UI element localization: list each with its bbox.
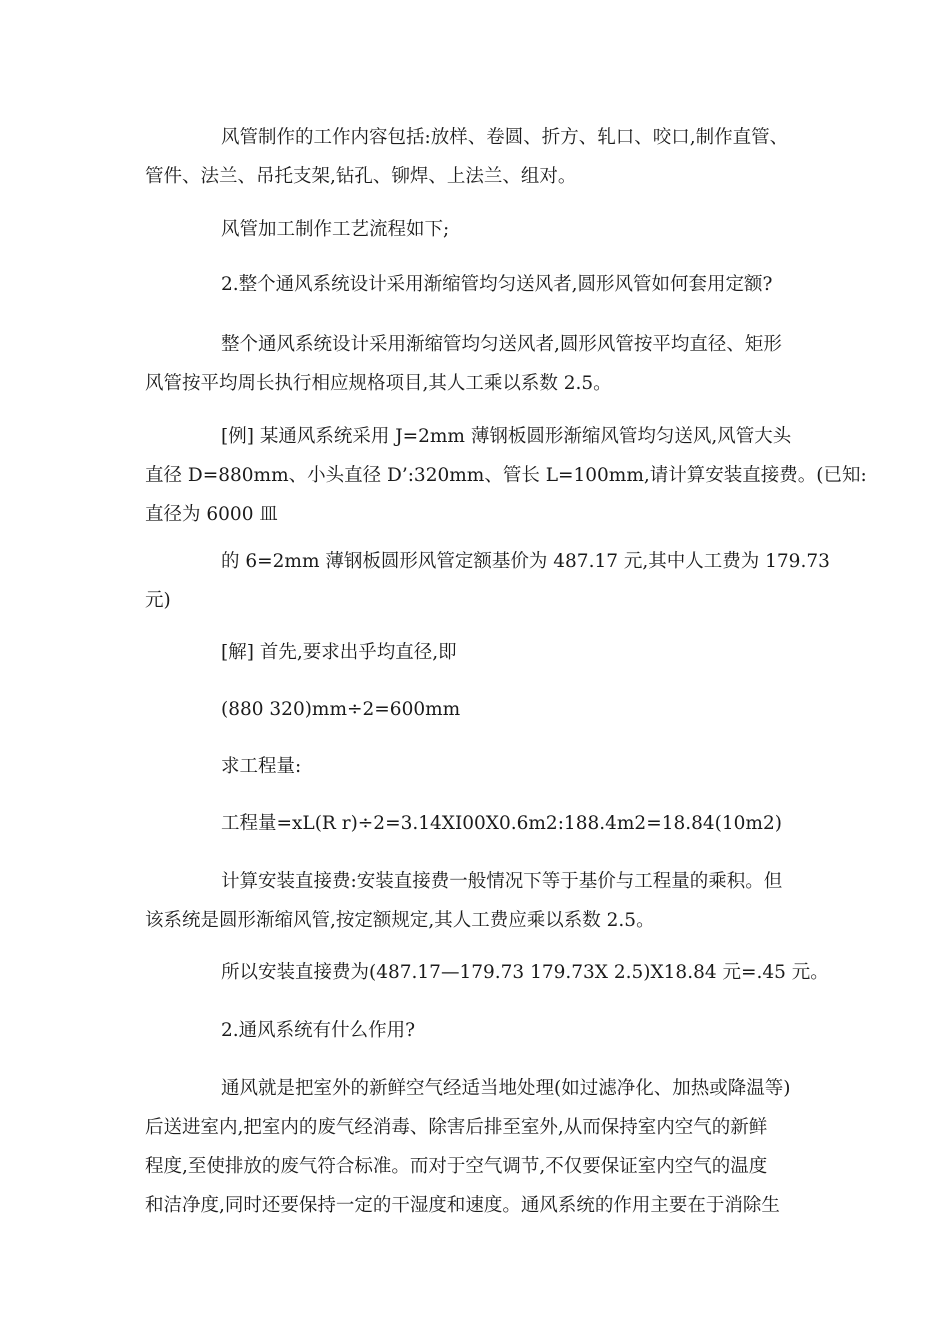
text-line: 2.整个通风系统设计采用渐缩管均匀送风者,圆形风管如何套用定额?	[221, 274, 773, 295]
text-line: 直径为 6000 皿	[145, 504, 278, 525]
text-line: 的 6=2mm 薄钢板圆形风管定额基价为 487.17 元,其中人工费为 179.73	[221, 551, 830, 572]
text-line: 计算安装直接费:安装直接费一般情况下等于基价与工程量的乘积。但	[221, 871, 783, 892]
text-line: 该系统是圆形渐缩风管,按定额规定,其人工费应乘以系数 2.5。	[145, 910, 655, 931]
paragraph-process-flow	[145, 210, 815, 249]
paragraph-ventilation-answer	[145, 1069, 815, 1225]
paragraph-quantity-heading	[145, 747, 815, 786]
text-line: 风管加工制作工艺流程如下;	[221, 219, 450, 240]
paragraph-question-ventilation	[145, 1011, 815, 1050]
text-line: 通风就是把室外的新鲜空气经适当地处理(如过滤净化、加热或降温等)	[221, 1078, 791, 1099]
text-line: 管件、法兰、吊托支架,钻孔、铆焊、上法兰、组对。	[145, 166, 577, 187]
text-line: [解] 首先,要求出乎均直径,即	[221, 642, 457, 663]
text-line: 工程量=xL(R r)÷2=3.14XI00X0.6m2:188.4m2=18.84(10m2)	[221, 813, 782, 834]
text-line: 2.通风系统有什么作用?	[221, 1020, 416, 1041]
text-line: 整个通风系统设计采用渐缩管均匀送风者,圆形风管按平均直径、矩形	[221, 334, 782, 355]
text-line: 求工程量:	[221, 756, 302, 777]
text-line: 风管制作的工作内容包括:放样、卷圆、折方、轧口、咬口,制作直管、	[221, 127, 789, 148]
paragraph-example-continued	[145, 542, 830, 620]
paragraph-cost-result	[145, 953, 829, 992]
text-line: 程度,至使排放的废气符合标准。而对于空气调节,不仅要保证室内空气的温度	[145, 1156, 768, 1177]
paragraph-answer-2	[145, 325, 815, 403]
paragraph-direct-cost	[145, 862, 815, 940]
text-line: 风管按平均周长执行相应规格项目,其人工乘以系数 2.5。	[145, 373, 612, 394]
text-line: [例] 某通风系统采用 J=2mm 薄钢板圆形渐缩风管均匀送风,风管大头	[221, 426, 792, 447]
paragraph-work-content	[145, 118, 815, 196]
text-line: (880 320)mm÷2=600mm	[221, 699, 461, 720]
text-line: 元)	[145, 590, 171, 611]
paragraph-quantity-formula	[145, 804, 815, 843]
paragraph-question-2	[145, 265, 815, 304]
text-line: 直径 D=880mm、小头直径 D’:320mm、管长 L=100mm,请计算安装直接费。(已知:	[145, 465, 867, 486]
paragraph-average-diameter	[145, 690, 815, 729]
paragraph-example	[145, 417, 867, 534]
text-line: 后送进室内,把室内的废气经消毒、除害后排至室外,从而保持室内空气的新鲜	[145, 1117, 768, 1138]
paragraph-solution	[145, 633, 815, 672]
text-line: 和洁净度,同时还要保持一定的干湿度和速度。通风系统的作用主要在于消除生	[145, 1195, 780, 1216]
text-line: 所以安装直接费为(487.17—179.73 179.73X 2.5)X18.84 元=.45 元。	[221, 962, 829, 983]
